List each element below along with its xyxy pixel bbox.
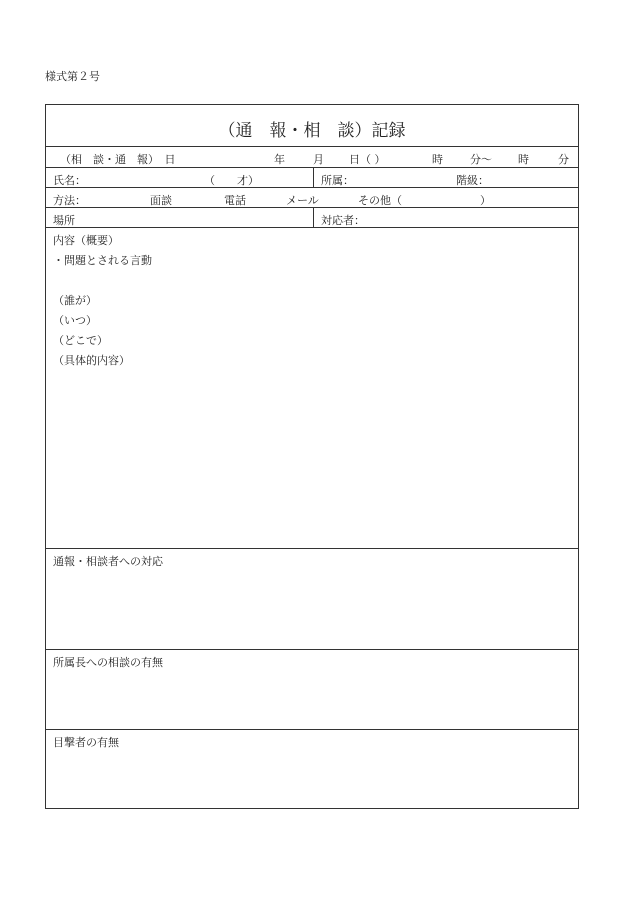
chief-consult-section: [46, 650, 578, 730]
content-subheading: ・問題とされる言動: [53, 254, 152, 267]
method-label: 方法：: [53, 194, 86, 207]
date-label: （相 談・通 報） 日: [60, 153, 176, 166]
content-heading: 内容（概要）: [53, 234, 119, 247]
response-section: [46, 549, 578, 650]
chief-consult-heading: 所属長への相談の有無: [53, 656, 163, 669]
date-row: [46, 147, 578, 168]
age-label: （ 才）: [204, 174, 259, 187]
record-form: [45, 104, 579, 809]
year-label: 年: [274, 153, 285, 166]
place-row: [46, 208, 578, 228]
content-section: [46, 228, 578, 549]
place-divider: [313, 208, 314, 227]
minute-from-label: 分〜: [470, 153, 492, 166]
minute-to-label: 分: [558, 153, 569, 166]
place-label: 場所: [53, 214, 75, 227]
rank-label: 階級：: [456, 174, 489, 187]
witness-section: [46, 730, 578, 810]
content-item-where: （どこで）: [53, 334, 108, 347]
form-title: （通 報・相 談）記録: [218, 121, 406, 141]
name-row: [46, 168, 578, 188]
responder-label: 対応者：: [321, 214, 365, 227]
method-option-email: メール: [286, 194, 319, 207]
method-option-interview: 面談: [150, 194, 172, 207]
hour-label: 時: [432, 153, 443, 166]
name-label: 氏名：: [53, 174, 86, 187]
content-item-details: （具体的内容）: [53, 354, 130, 367]
response-heading: 通報・相談者への対応: [53, 555, 163, 568]
month-label: 月: [313, 153, 324, 166]
method-option-phone: 電話: [224, 194, 246, 207]
content-item-when: （いつ）: [53, 314, 97, 327]
method-row: [46, 188, 578, 208]
affiliation-label: 所属：: [321, 174, 354, 187]
day-label: 日（ ）: [349, 153, 386, 166]
method-option-other: その他（: [358, 194, 402, 207]
witness-heading: 目撃者の有無: [53, 736, 119, 749]
hour-to-label: 時: [518, 153, 529, 166]
form-number: 様式第２号: [45, 70, 100, 83]
name-divider: [313, 168, 314, 187]
title-row: [46, 105, 578, 147]
method-option-other-close: ）: [480, 194, 491, 207]
content-item-who: （誰が）: [53, 294, 97, 307]
